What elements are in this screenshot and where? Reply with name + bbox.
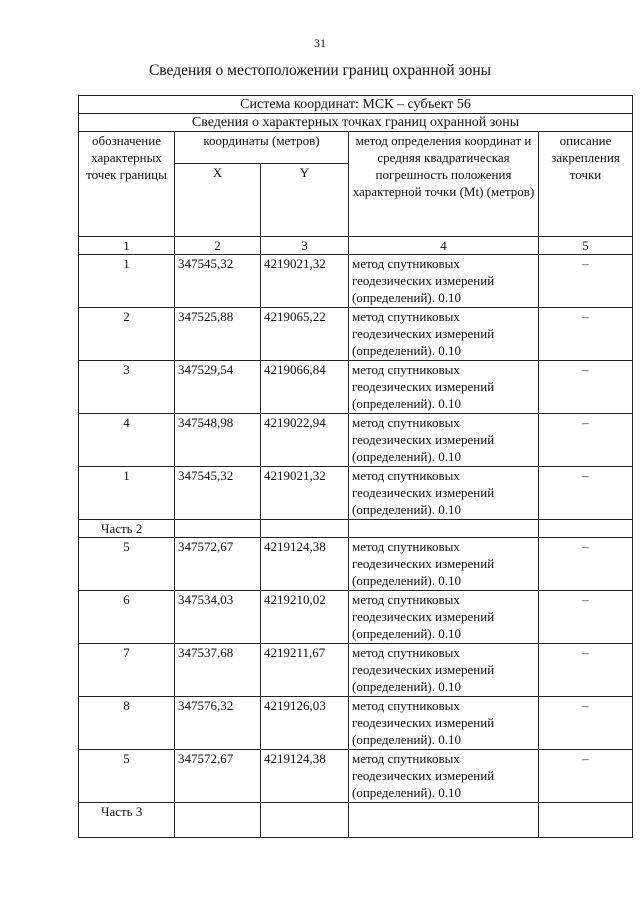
- y-coordinate-cell: 4219211,67: [261, 644, 349, 697]
- method-cell: метод спутниковых геодезических измерений (определений). 0.10: [349, 308, 539, 361]
- empty-cell: [349, 520, 539, 538]
- y-coordinate-cell: 4219124,38: [261, 750, 349, 803]
- table-row: [79, 414, 633, 467]
- point-id-cell: 7: [79, 644, 175, 697]
- empty-cell: [349, 803, 539, 838]
- table-row: [79, 591, 633, 644]
- empty-cell: [261, 520, 349, 538]
- empty-cell: [539, 520, 633, 538]
- x-coordinate-cell: 347572,67: [175, 750, 261, 803]
- description-cell: –: [539, 414, 633, 467]
- method-cell: метод спутниковых геодезических измерений (определений). 0.10: [349, 697, 539, 750]
- x-coordinate-cell: 347545,32: [175, 467, 261, 520]
- column-numbers-row: [79, 237, 633, 255]
- x-coordinate-cell: 347548,98: [175, 414, 261, 467]
- method-cell: метод спутниковых геодезических измерений (определений). 0.10: [349, 255, 539, 308]
- column-number: 1: [79, 237, 175, 255]
- y-coordinate-cell: 4219022,94: [261, 414, 349, 467]
- table-row: [79, 255, 633, 308]
- description-cell: –: [539, 644, 633, 697]
- point-id-cell: 5: [79, 750, 175, 803]
- y-coordinate-cell: 4219066,84: [261, 361, 349, 414]
- column-number: 4: [349, 237, 539, 255]
- empty-cell: [539, 803, 633, 838]
- table-row: [79, 750, 633, 803]
- x-coordinate-cell: 347545,32: [175, 255, 261, 308]
- description-cell: –: [539, 255, 633, 308]
- part-row: [79, 520, 633, 538]
- method-cell: метод спутниковых геодезических измерений (определений). 0.10: [349, 538, 539, 591]
- table-row: [79, 308, 633, 361]
- y-coordinate-cell: 4219124,38: [261, 538, 349, 591]
- point-id-cell: 1: [79, 255, 175, 308]
- header-point-designation: обозначение характерных точек границы: [79, 132, 175, 237]
- description-cell: –: [539, 308, 633, 361]
- description-cell: –: [539, 467, 633, 520]
- method-cell: метод спутниковых геодезических измерений (определений). 0.10: [349, 644, 539, 697]
- header-description: описание закрепления точки: [539, 132, 633, 237]
- point-id-cell: 1: [79, 467, 175, 520]
- y-coordinate-cell: 4219021,32: [261, 255, 349, 308]
- method-cell: метод спутниковых геодезических измерений (определений). 0.10: [349, 591, 539, 644]
- point-id-cell: 5: [79, 538, 175, 591]
- empty-cell: [175, 803, 261, 838]
- column-number: 3: [261, 237, 349, 255]
- point-id-cell: 8: [79, 697, 175, 750]
- description-cell: –: [539, 361, 633, 414]
- description-cell: –: [539, 750, 633, 803]
- x-coordinate-cell: 347576,32: [175, 697, 261, 750]
- header-method: метод определения координат и средняя квадратическая погрешность положения характерной точки (Mt) (метров): [349, 132, 539, 237]
- x-coordinate-cell: 347572,67: [175, 538, 261, 591]
- y-coordinate-cell: 4219126,03: [261, 697, 349, 750]
- y-coordinate-cell: 4219021,32: [261, 467, 349, 520]
- part-label: Часть 3: [79, 803, 175, 838]
- boundary-points-table: [78, 95, 633, 838]
- point-id-cell: 2: [79, 308, 175, 361]
- column-number: 2: [175, 237, 261, 255]
- method-cell: метод спутниковых геодезических измерений (определений). 0.10: [349, 414, 539, 467]
- table-row: [79, 538, 633, 591]
- description-cell: –: [539, 538, 633, 591]
- method-cell: метод спутниковых геодезических измерений (определений). 0.10: [349, 467, 539, 520]
- y-coordinate-cell: 4219210,02: [261, 591, 349, 644]
- coordinate-system-row: Система координат: МСК – субъект 56: [79, 96, 633, 114]
- point-id-cell: 6: [79, 591, 175, 644]
- y-coordinate-cell: 4219065,22: [261, 308, 349, 361]
- x-coordinate-cell: 347534,03: [175, 591, 261, 644]
- table-row: [79, 697, 633, 750]
- part-row: [79, 803, 633, 838]
- header-x: X: [175, 164, 261, 237]
- point-id-cell: 3: [79, 361, 175, 414]
- table-row: [79, 644, 633, 697]
- empty-cell: [261, 803, 349, 838]
- x-coordinate-cell: 347537,68: [175, 644, 261, 697]
- method-cell: метод спутниковых геодезических измерений (определений). 0.10: [349, 361, 539, 414]
- method-cell: метод спутниковых геодезических измерений (определений). 0.10: [349, 750, 539, 803]
- table-row: [79, 361, 633, 414]
- header-y: Y: [261, 164, 349, 237]
- point-id-cell: 4: [79, 414, 175, 467]
- x-coordinate-cell: 347525,88: [175, 308, 261, 361]
- empty-cell: [175, 520, 261, 538]
- description-cell: –: [539, 591, 633, 644]
- document-title: Сведения о местоположении границ охранной зоны: [148, 62, 492, 79]
- column-number: 5: [539, 237, 633, 255]
- part-label: Часть 2: [79, 520, 175, 538]
- table-row: [79, 467, 633, 520]
- x-coordinate-cell: 347529,54: [175, 361, 261, 414]
- page-number: 31: [314, 36, 326, 50]
- table-info-row: Сведения о характерных точках границ охранной зоны: [79, 114, 633, 132]
- description-cell: –: [539, 697, 633, 750]
- header-coordinates: координаты (метров): [175, 132, 349, 164]
